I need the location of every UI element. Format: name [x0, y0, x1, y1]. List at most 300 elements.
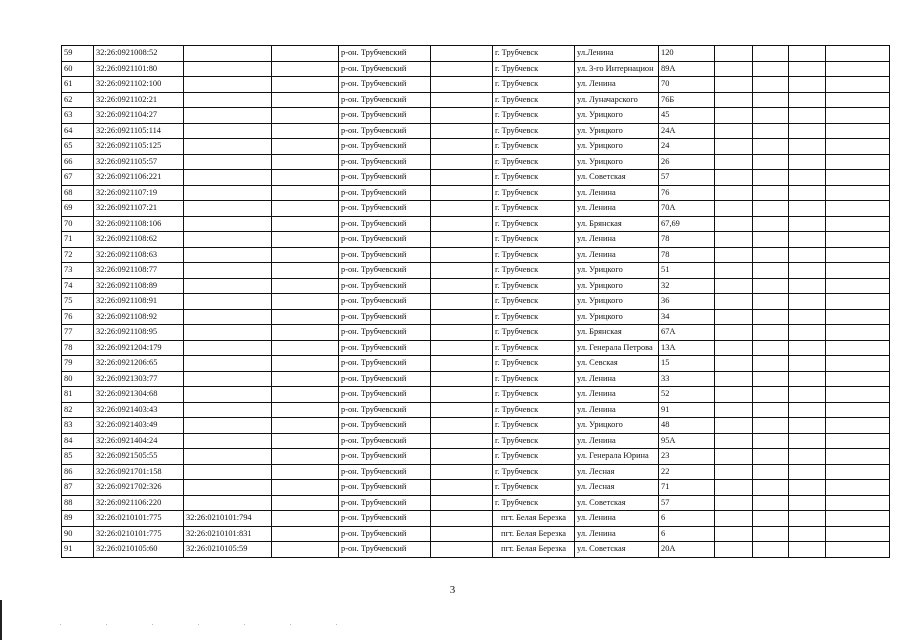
cell-street: ул. Урицкого — [575, 309, 659, 325]
cell-empty — [826, 387, 890, 403]
cell-empty — [789, 46, 826, 62]
cell-empty — [715, 511, 753, 527]
table-row — [62, 278, 890, 294]
cell-cadastral-number: 32:26:0921104:27 — [94, 108, 184, 124]
table-row — [62, 61, 890, 77]
cell-empty — [753, 495, 789, 511]
cell-cadastral-number: 32:26:0921108:106 — [94, 216, 184, 232]
cell-empty — [753, 232, 789, 248]
cell-empty — [789, 232, 826, 248]
cell-empty — [753, 542, 789, 558]
cell-empty — [272, 511, 339, 527]
cell-empty — [715, 170, 753, 186]
cell-empty — [431, 201, 493, 217]
cell-settlement: г. Трубчевск — [493, 433, 575, 449]
cell-empty — [272, 278, 339, 294]
cell-cadastral-number: 32:26:0921108:63 — [94, 247, 184, 263]
cell-empty — [753, 139, 789, 155]
cell-empty — [826, 356, 890, 372]
cell-empty — [789, 247, 826, 263]
cell-empty — [826, 294, 890, 310]
cell-empty — [753, 263, 789, 279]
cell-street: ул. Ленина — [575, 402, 659, 418]
cell-empty — [753, 464, 789, 480]
cell-settlement: г. Трубчевск — [493, 170, 575, 186]
cell-empty — [431, 123, 493, 139]
cell-empty — [789, 526, 826, 542]
cell-number: 74 — [62, 278, 94, 294]
cell-number: 89 — [62, 511, 94, 527]
cell-empty — [753, 340, 789, 356]
cell-house: 95А — [659, 433, 715, 449]
cell-number: 83 — [62, 418, 94, 434]
cell-settlement: г. Трубчевск — [493, 294, 575, 310]
cell-street: ул. Генерала Петрова — [575, 340, 659, 356]
cell-empty — [826, 77, 890, 93]
cell-empty — [753, 309, 789, 325]
cell-district: р-он. Трубчевский — [339, 263, 431, 279]
cell-cadastral-number: 32:26:0921701:158 — [94, 464, 184, 480]
cell-cadastral-number-2 — [184, 495, 272, 511]
cell-street: ул. Урицкого — [575, 123, 659, 139]
table-row — [62, 46, 890, 62]
cell-settlement: г. Трубчевск — [493, 387, 575, 403]
table-row — [62, 309, 890, 325]
cell-empty — [789, 185, 826, 201]
cell-cadastral-number-2 — [184, 201, 272, 217]
cell-empty — [753, 247, 789, 263]
cell-empty — [826, 185, 890, 201]
cell-empty — [272, 247, 339, 263]
cell-empty — [753, 402, 789, 418]
cell-empty — [431, 387, 493, 403]
cell-settlement: г. Трубчевск — [493, 154, 575, 170]
cell-settlement: г. Трубчевск — [493, 418, 575, 434]
cell-settlement: пгт. Белая Березка — [493, 511, 575, 527]
cell-district: р-он. Трубчевский — [339, 309, 431, 325]
cell-empty — [789, 170, 826, 186]
cell-empty — [826, 154, 890, 170]
cell-empty — [789, 61, 826, 77]
cell-cadastral-number: 32:26:0921403:43 — [94, 402, 184, 418]
cell-empty — [715, 139, 753, 155]
cell-settlement: г. Трубчевск — [493, 449, 575, 465]
cell-cadastral-number-2 — [184, 108, 272, 124]
cell-settlement: г. Трубчевск — [493, 480, 575, 496]
cell-empty — [272, 185, 339, 201]
cell-district: р-он. Трубчевский — [339, 232, 431, 248]
cell-house: 57 — [659, 495, 715, 511]
cell-cadastral-number-2 — [184, 449, 272, 465]
cell-district: р-он. Трубчевский — [339, 356, 431, 372]
cell-street: ул. Лесная — [575, 480, 659, 496]
cell-empty — [753, 154, 789, 170]
cell-empty — [826, 495, 890, 511]
cell-street: ул. 3-го Интернацион — [575, 61, 659, 77]
cell-settlement: г. Трубчевск — [493, 464, 575, 480]
cell-cadastral-number: 32:26:0921008:52 — [94, 46, 184, 62]
table-row — [62, 170, 890, 186]
table-row — [62, 294, 890, 310]
cell-street: ул. Ленина — [575, 185, 659, 201]
cell-district: р-он. Трубчевский — [339, 511, 431, 527]
cell-empty — [789, 433, 826, 449]
cell-empty — [715, 185, 753, 201]
cell-empty — [789, 154, 826, 170]
cell-empty — [431, 309, 493, 325]
cell-house: 6 — [659, 511, 715, 527]
cell-empty — [715, 216, 753, 232]
cell-cadastral-number: 32:26:0921108:91 — [94, 294, 184, 310]
table-row — [62, 526, 890, 542]
cell-empty — [715, 371, 753, 387]
cell-empty — [826, 325, 890, 341]
cell-cadastral-number-2 — [184, 170, 272, 186]
cell-empty — [431, 433, 493, 449]
cell-settlement: г. Трубчевск — [493, 139, 575, 155]
table-row — [62, 464, 890, 480]
cell-cadastral-number-2: 32:26:0210101:794 — [184, 511, 272, 527]
table-row — [62, 495, 890, 511]
cell-empty — [789, 402, 826, 418]
cell-district: р-он. Трубчевский — [339, 170, 431, 186]
table-row — [62, 263, 890, 279]
cell-cadastral-number-2 — [184, 325, 272, 341]
cell-empty — [789, 371, 826, 387]
cell-street: ул. Ленина — [575, 201, 659, 217]
cell-number: 62 — [62, 92, 94, 108]
cell-street: ул. Советская — [575, 495, 659, 511]
cell-house: 91 — [659, 402, 715, 418]
cell-street: ул.Ленина — [575, 46, 659, 62]
cell-number: 81 — [62, 387, 94, 403]
cell-settlement: пгт. Белая Березка — [493, 542, 575, 558]
cell-empty — [753, 294, 789, 310]
cell-empty — [431, 402, 493, 418]
cell-empty — [715, 92, 753, 108]
cell-cadastral-number-2 — [184, 263, 272, 279]
cell-number: 88 — [62, 495, 94, 511]
cell-settlement: г. Трубчевск — [493, 123, 575, 139]
cell-empty — [826, 263, 890, 279]
cell-district: р-он. Трубчевский — [339, 433, 431, 449]
cell-empty — [272, 464, 339, 480]
cell-cadastral-number: 32:26:0921303:77 — [94, 371, 184, 387]
cell-street: ул. Брянская — [575, 325, 659, 341]
cell-empty — [431, 185, 493, 201]
cell-empty — [826, 402, 890, 418]
cell-empty — [715, 278, 753, 294]
cell-house: 6 — [659, 526, 715, 542]
cell-settlement: г. Трубчевск — [493, 46, 575, 62]
cell-empty — [826, 232, 890, 248]
cell-empty — [431, 154, 493, 170]
cell-empty — [826, 418, 890, 434]
cell-empty — [826, 433, 890, 449]
cell-number: 72 — [62, 247, 94, 263]
cell-empty — [715, 325, 753, 341]
cell-empty — [826, 542, 890, 558]
cell-cadastral-number: 32:26:0921105:57 — [94, 154, 184, 170]
cell-empty — [789, 201, 826, 217]
cell-empty — [715, 294, 753, 310]
cell-street: ул. Ленина — [575, 387, 659, 403]
cell-empty — [753, 526, 789, 542]
cell-settlement: г. Трубчевск — [493, 232, 575, 248]
cell-empty — [431, 418, 493, 434]
cell-street: ул. Ленина — [575, 511, 659, 527]
cell-empty — [715, 340, 753, 356]
cell-empty — [272, 418, 339, 434]
cell-empty — [431, 464, 493, 480]
cell-number: 84 — [62, 433, 94, 449]
cell-cadastral-number: 32:26:0921702:326 — [94, 480, 184, 496]
cell-house: 32 — [659, 278, 715, 294]
cell-number: 71 — [62, 232, 94, 248]
cell-empty — [431, 526, 493, 542]
cell-empty — [789, 464, 826, 480]
cell-house: 23 — [659, 449, 715, 465]
cell-street: ул. Урицкого — [575, 139, 659, 155]
cell-empty — [272, 356, 339, 372]
table-row — [62, 77, 890, 93]
cell-house: 51 — [659, 263, 715, 279]
cell-district: р-он. Трубчевский — [339, 464, 431, 480]
cell-settlement: г. Трубчевск — [493, 402, 575, 418]
cell-house: 76Б — [659, 92, 715, 108]
cell-empty — [826, 216, 890, 232]
cell-number: 85 — [62, 449, 94, 465]
cell-empty — [272, 201, 339, 217]
cell-street: ул. Урицкого — [575, 108, 659, 124]
cell-empty — [826, 526, 890, 542]
table-row — [62, 201, 890, 217]
cell-cadastral-number-2 — [184, 371, 272, 387]
cell-street: ул. Лесная — [575, 464, 659, 480]
cell-empty — [431, 356, 493, 372]
cell-cadastral-number: 32:26:0921102:100 — [94, 77, 184, 93]
table-row — [62, 356, 890, 372]
cell-empty — [272, 325, 339, 341]
cell-street: ул. Ленина — [575, 371, 659, 387]
cell-house: 78 — [659, 247, 715, 263]
cell-settlement: пгт. Белая Березка — [493, 526, 575, 542]
cell-empty — [715, 542, 753, 558]
cell-empty — [826, 139, 890, 155]
cell-empty — [826, 170, 890, 186]
cell-empty — [826, 247, 890, 263]
cell-empty — [753, 325, 789, 341]
cell-street: ул. Ленина — [575, 526, 659, 542]
cell-house: 48 — [659, 418, 715, 434]
cell-street: ул. Ленина — [575, 232, 659, 248]
cell-number: 69 — [62, 201, 94, 217]
table-row — [62, 325, 890, 341]
cell-cadastral-number: 32:26:0921204:179 — [94, 340, 184, 356]
table-row — [62, 542, 890, 558]
cell-empty — [272, 108, 339, 124]
cell-empty — [826, 340, 890, 356]
cell-cadastral-number-2 — [184, 247, 272, 263]
cell-street: ул. Урицкого — [575, 294, 659, 310]
cell-number: 76 — [62, 309, 94, 325]
cell-empty — [431, 449, 493, 465]
cell-empty — [272, 371, 339, 387]
cell-empty — [715, 309, 753, 325]
cell-cadastral-number: 32:26:0921105:125 — [94, 139, 184, 155]
cell-empty — [715, 77, 753, 93]
cell-cadastral-number: 32:26:0921108:77 — [94, 263, 184, 279]
cell-empty — [715, 433, 753, 449]
cell-empty — [826, 201, 890, 217]
cell-empty — [431, 263, 493, 279]
cell-empty — [753, 46, 789, 62]
cell-street: ул. Урицкого — [575, 154, 659, 170]
cell-empty — [272, 309, 339, 325]
cell-settlement: г. Трубчевск — [493, 263, 575, 279]
cell-empty — [431, 325, 493, 341]
cell-district: р-он. Трубчевский — [339, 495, 431, 511]
cell-house: 57 — [659, 170, 715, 186]
cell-empty — [753, 449, 789, 465]
cell-empty — [431, 61, 493, 77]
cell-empty — [789, 325, 826, 341]
cell-cadastral-number-2: 32:26:0210101:831 — [184, 526, 272, 542]
cell-number: 70 — [62, 216, 94, 232]
cell-cadastral-number-2 — [184, 92, 272, 108]
cell-district: р-он. Трубчевский — [339, 542, 431, 558]
cell-cadastral-number: 32:26:0921106:221 — [94, 170, 184, 186]
cell-cadastral-number: 32:26:0921107:19 — [94, 185, 184, 201]
cell-settlement: г. Трубчевск — [493, 61, 575, 77]
cell-settlement: г. Трубчевск — [493, 278, 575, 294]
cell-settlement: г. Трубчевск — [493, 185, 575, 201]
cell-empty — [715, 356, 753, 372]
cell-empty — [431, 495, 493, 511]
table-row — [62, 433, 890, 449]
cell-empty — [272, 449, 339, 465]
cell-house: 15 — [659, 356, 715, 372]
cell-house: 70А — [659, 201, 715, 217]
cell-number: 75 — [62, 294, 94, 310]
cell-empty — [753, 185, 789, 201]
cell-empty — [753, 170, 789, 186]
cell-empty — [789, 92, 826, 108]
cell-empty — [431, 247, 493, 263]
cell-empty — [826, 449, 890, 465]
cell-empty — [826, 480, 890, 496]
cell-empty — [715, 232, 753, 248]
cell-district: р-он. Трубчевский — [339, 278, 431, 294]
cell-empty — [272, 216, 339, 232]
cell-empty — [753, 92, 789, 108]
cell-empty — [753, 433, 789, 449]
cell-district: р-он. Трубчевский — [339, 61, 431, 77]
cell-district: р-он. Трубчевский — [339, 92, 431, 108]
table-row — [62, 449, 890, 465]
cell-empty — [789, 123, 826, 139]
table-row — [62, 92, 890, 108]
cell-street: ул. Брянская — [575, 216, 659, 232]
cell-empty — [431, 340, 493, 356]
cell-number: 77 — [62, 325, 94, 341]
cell-empty — [753, 77, 789, 93]
cell-street: ул. Ленина — [575, 77, 659, 93]
cell-empty — [789, 108, 826, 124]
table-row — [62, 216, 890, 232]
cell-house: 67А — [659, 325, 715, 341]
cell-cadastral-number: 32:26:0921108:89 — [94, 278, 184, 294]
cell-empty — [753, 61, 789, 77]
cell-empty — [431, 511, 493, 527]
cell-empty — [431, 92, 493, 108]
cell-cadastral-number-2 — [184, 46, 272, 62]
cell-empty — [431, 216, 493, 232]
cell-house: 45 — [659, 108, 715, 124]
cell-cadastral-number-2 — [184, 387, 272, 403]
cell-empty — [272, 387, 339, 403]
cell-empty — [715, 247, 753, 263]
cell-house: 20А — [659, 542, 715, 558]
table-row — [62, 108, 890, 124]
scan-noise — [60, 624, 380, 625]
cell-district: р-он. Трубчевский — [339, 201, 431, 217]
cell-number: 73 — [62, 263, 94, 279]
cell-house: 71 — [659, 480, 715, 496]
cell-empty — [789, 449, 826, 465]
cell-settlement: г. Трубчевск — [493, 495, 575, 511]
table-row — [62, 340, 890, 356]
cell-settlement: г. Трубчевск — [493, 92, 575, 108]
cell-district: р-он. Трубчевский — [339, 371, 431, 387]
cell-number: 60 — [62, 61, 94, 77]
cell-empty — [431, 371, 493, 387]
cell-cadastral-number-2 — [184, 61, 272, 77]
cell-empty — [826, 278, 890, 294]
cell-district: р-он. Трубчевский — [339, 418, 431, 434]
cell-district: р-он. Трубчевский — [339, 387, 431, 403]
cell-settlement: г. Трубчевск — [493, 309, 575, 325]
cell-number: 68 — [62, 185, 94, 201]
cell-empty — [431, 170, 493, 186]
cell-empty — [826, 123, 890, 139]
cell-empty — [715, 108, 753, 124]
cell-number: 87 — [62, 480, 94, 496]
cell-house: 70 — [659, 77, 715, 93]
cell-house: 22 — [659, 464, 715, 480]
cell-empty — [715, 418, 753, 434]
cell-empty — [272, 340, 339, 356]
cell-district: р-он. Трубчевский — [339, 247, 431, 263]
cell-house: 26 — [659, 154, 715, 170]
cell-district: р-он. Трубчевский — [339, 449, 431, 465]
cell-empty — [431, 294, 493, 310]
cell-number: 59 — [62, 46, 94, 62]
cell-number: 82 — [62, 402, 94, 418]
cell-cadastral-number-2 — [184, 433, 272, 449]
cell-empty — [789, 309, 826, 325]
cell-number: 65 — [62, 139, 94, 155]
cell-empty — [431, 139, 493, 155]
table-row — [62, 511, 890, 527]
cell-empty — [789, 511, 826, 527]
cell-empty — [826, 464, 890, 480]
cell-district: р-он. Трубчевский — [339, 325, 431, 341]
cell-cadastral-number: 32:26:0921403:49 — [94, 418, 184, 434]
cell-empty — [789, 480, 826, 496]
cell-empty — [789, 263, 826, 279]
cell-empty — [753, 278, 789, 294]
